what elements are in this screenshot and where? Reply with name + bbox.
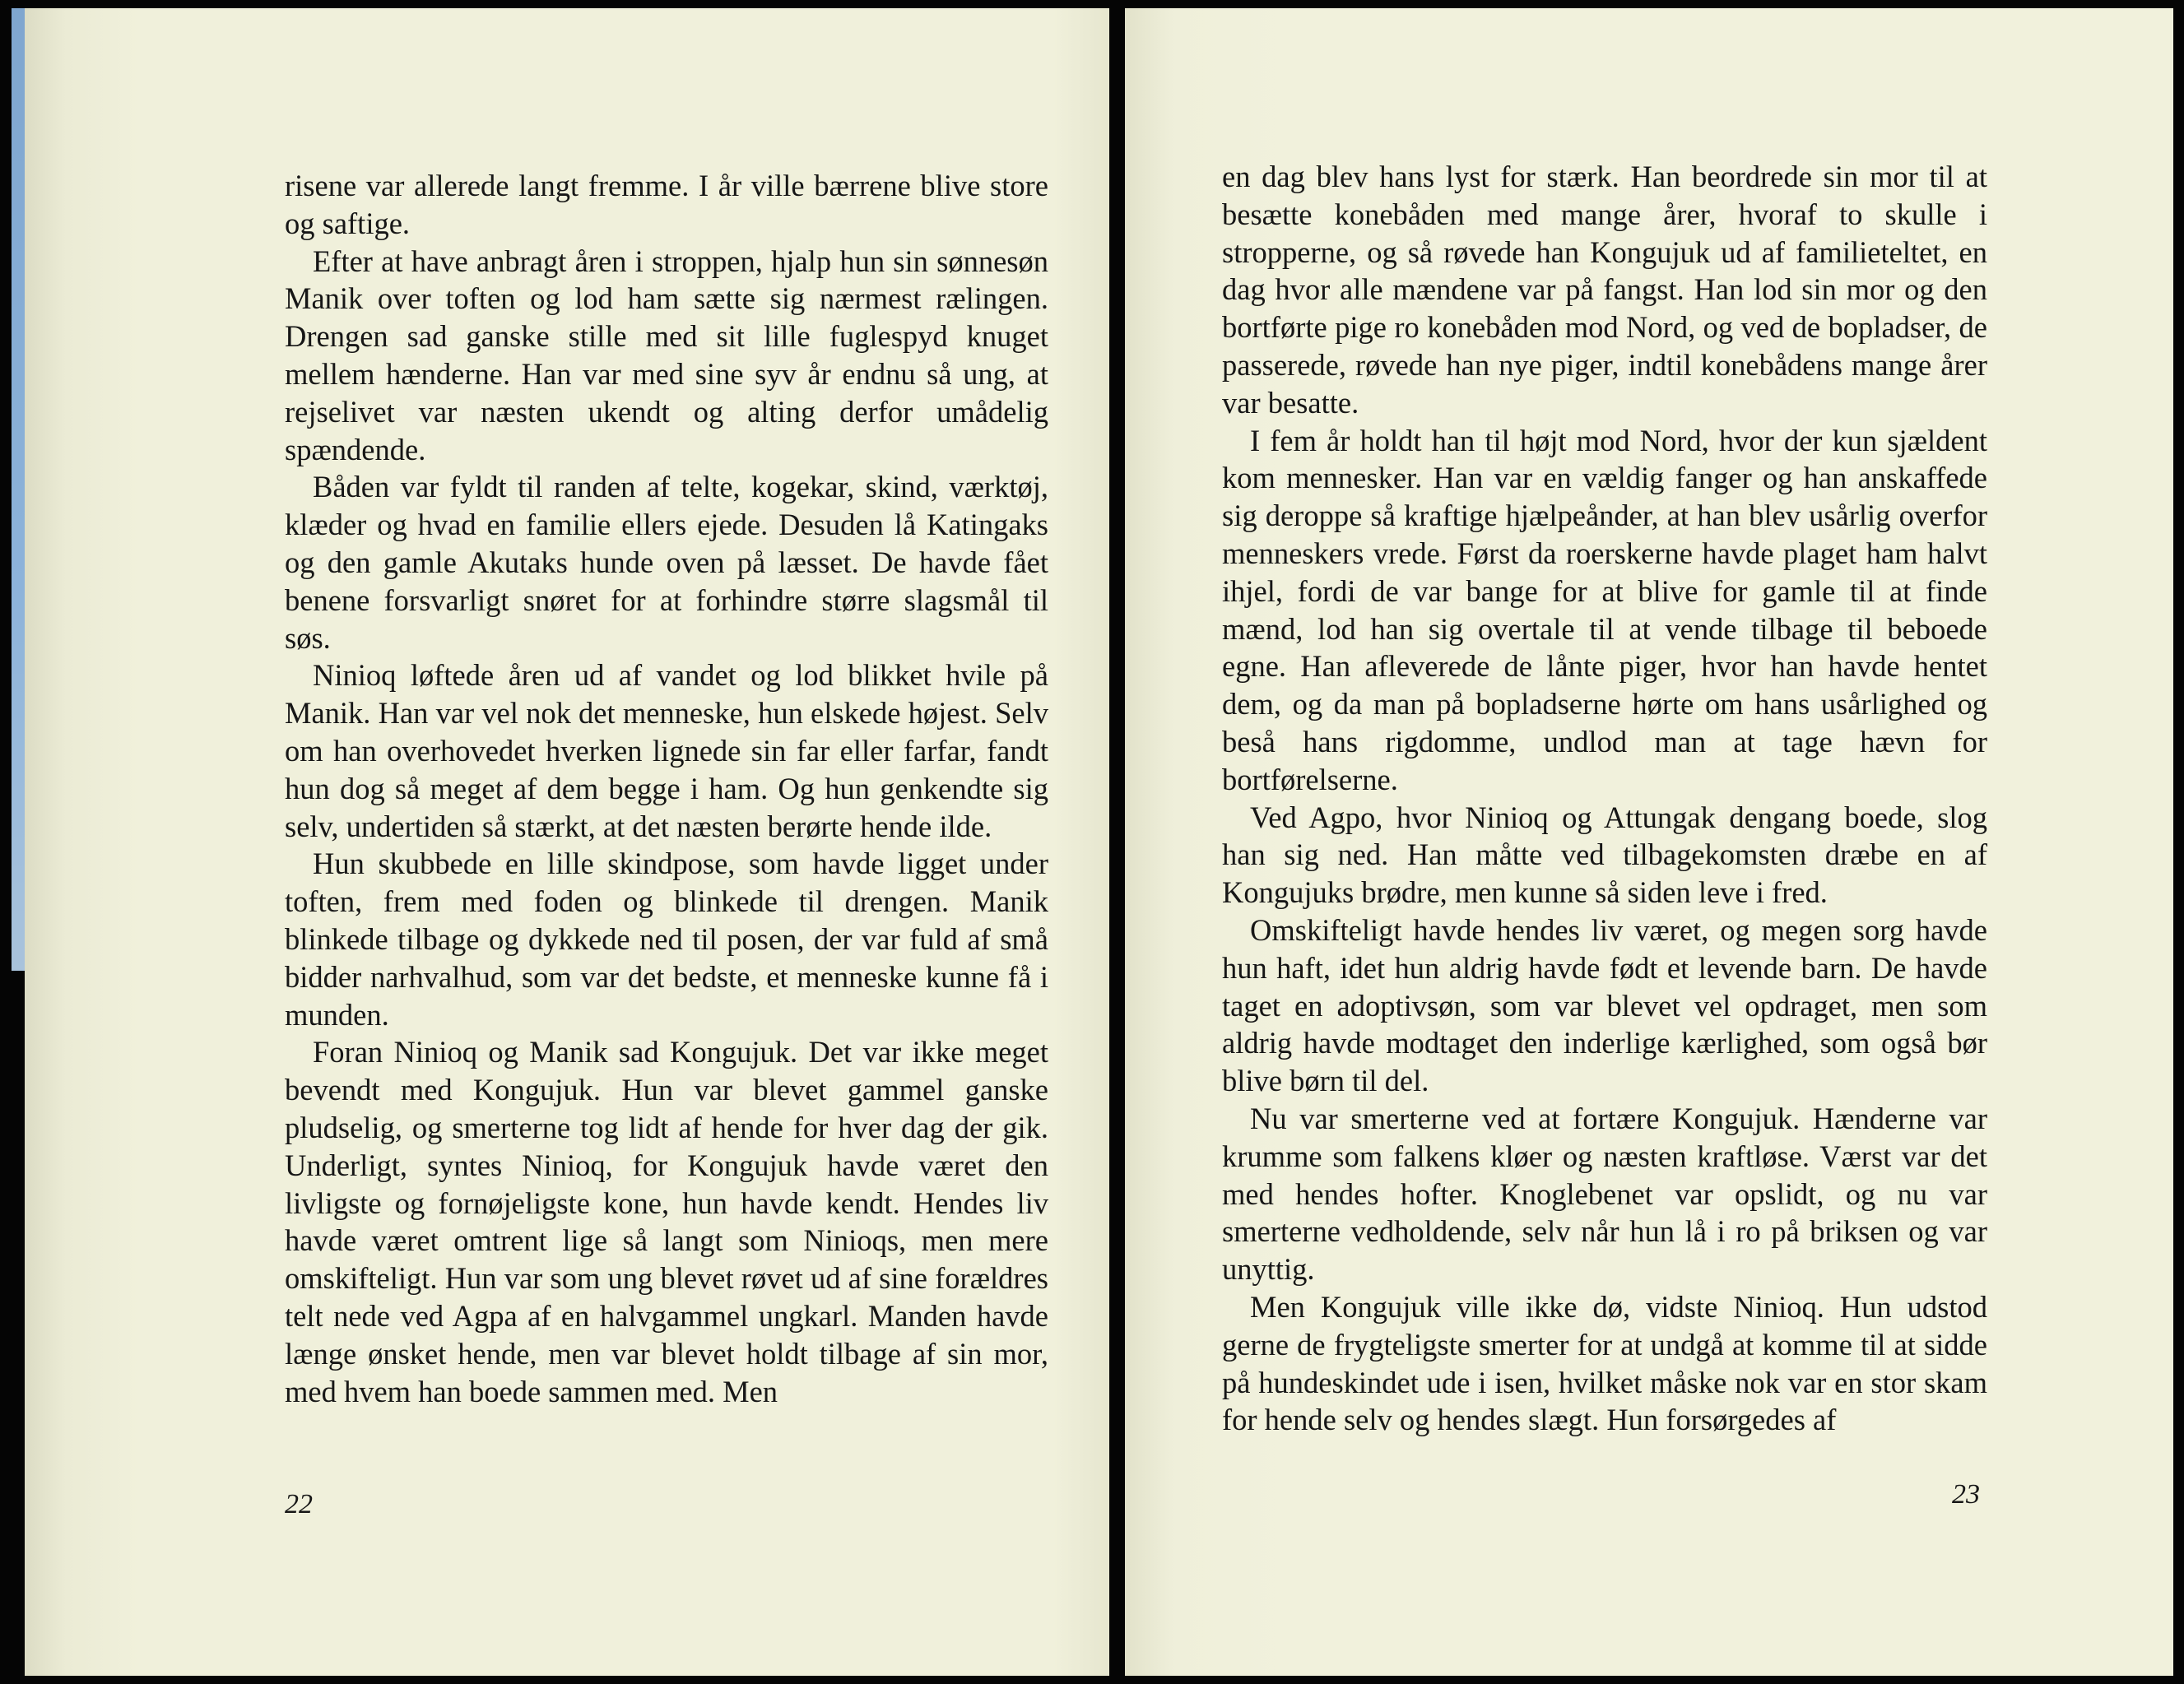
paragraph: Ved Agpo, hvor Ninioq og Attungak dengang boede, slog han sig ned. Han måtte ved tilbagekomsten dræbe en af Kongujuks brødre, men kunne så siden leve i fred. xyxy=(1222,800,1987,910)
paragraph: Ninioq løftede åren ud af vandet og lod blikket hvile på Manik. Han var vel nok det menneske, hun elskede højest. Selv om han overhovedet hverken lignede sin far eller farfar, fandt hun dog så meget af dem begge i ham. Og hun genkendte sig selv, undertiden så stærkt, at det næsten berørte hende ilde. xyxy=(285,658,1048,843)
right-page xyxy=(1125,8,2173,1676)
page-number: 22 xyxy=(285,1489,313,1519)
page-number: 23 xyxy=(1952,1479,1980,1510)
paragraph: Foran Ninioq og Manik sad Kongujuk. Det var ikke meget bevendt med Kongujuk. Hun var blevet gammel ganske pludselig, og smerterne tog lidt af hende for hver dag der gik. Underligt, syntes Ninioq, for Kongujuk havde været den livligste og fornøjeligste kone, hun havde kendt. Hendes liv havde været omtrent lige så langt som Ninioqs, men mere omskifteligt. Hun var som ung blevet røvet ud af sine forældres telt nede ved Agpa af en halvgammel ungkarl. Manden havde længe ønsket hende, men var blevet holdt tilbage af sin mor, med hvem han boede sammen med. Men xyxy=(285,1035,1048,1408)
paragraph: en dag blev hans lyst for stærk. Han beordrede sin mor til at besætte konebåden med mange årer, hvoraf to skulle i stropperne, og så røvede han Kongujuk ud af familieteltet, en dag hvor alle mændene var på fangst. Han lod sin mor og den bortførte pige ro konebåden mod Nord, og ved de bopladser, de passerede, røvede han nye piger, indtil konebådens mange årer var besatte. xyxy=(1222,160,1987,420)
paragraph: risene var allerede langt fremme. I år ville bærrene blive store og saftige. xyxy=(285,169,1048,240)
paragraph: Omskifteligt havde hendes liv været, og megen sorg havde hun haft, idet hun aldrig havde født et levende barn. De havde taget en adoptivsøn, som var blevet vel opdraget, men som aldrig havde modtaget den inderlige kærlighed, som også bør blive børn til del. xyxy=(1222,912,1987,1098)
paragraph: Men Kongujuk ville ikke dø, vidste Ninioq. Hun udstod gerne de frygteligste smerter for at undgå at komme til at sidde på hundeskindet ude i isen, hvilket måske nok var en stor skam for hende selv og hendes slægt. Hun forsørgedes af xyxy=(1222,1289,1987,1437)
left-page xyxy=(25,8,1109,1676)
right-page-text xyxy=(1222,158,1987,1439)
left-page-text xyxy=(285,167,1048,1410)
paragraph: Efter at have anbragt åren i stroppen, hjalp hun sin sønnesøn Manik over toften og lod ham sætte sig nærmest rælingen. Drengen sad ganske stille med sit lille fuglespyd knuget mellem hænderne. Han var med sine syv år endnu så ung, at rejselivet var næsten ukendt og alting derfor umådelig spændende. xyxy=(285,244,1048,466)
paragraph: Hun skubbede en lille skindpose, som havde ligget under toften, frem med foden og blinkede til drengen. Manik blinkede tilbage og dykkede ned til posen, der var fuld af små bidder narhvalhud, som var det bedste, et menneske kunne få i munden. xyxy=(285,847,1048,1032)
paragraph: Båden var fyldt til randen af telte, kogekar, skind, værktøj, klæder og hvad en familie ellers ejede. Desuden lå Katingaks og den gamle Akutaks hunde oven på læsset. De havde fået benene forsvarligt snøret for at forhindre større slagsmål til søs. xyxy=(285,470,1048,655)
paragraph: Nu var smerterne ved at fortære Kongujuk. Hænderne var krumme som falkens kløer og næsten kraftløse. Værst var det med hendes hofter. Knoglebenet var opslidt, og nu var smerterne vedholdende, selv når hun lå i ro på briksen og var unyttig. xyxy=(1222,1101,1987,1287)
paragraph: I fem år holdt han til højt mod Nord, hvor der kun sjældent kom mennesker. Han var en vældig fanger og han anskaffede sig deroppe så kraftige hjælpeånder, at han blev usårlig overfor menneskers vrede. Først da roerskerne havde plaget ham halvt ihjel, fordi de var bange for at blive for gamle til at finde mænd, lod han sig overtale til at vende tilbage til beboede egne. Han afleverede de lånte piger, hvor han havde hentet dem, og da man på bopladserne hørte om hans usårlighed og beså hans rigdomme, undlod man at tage hævn for bortførelserne. xyxy=(1222,423,1987,796)
